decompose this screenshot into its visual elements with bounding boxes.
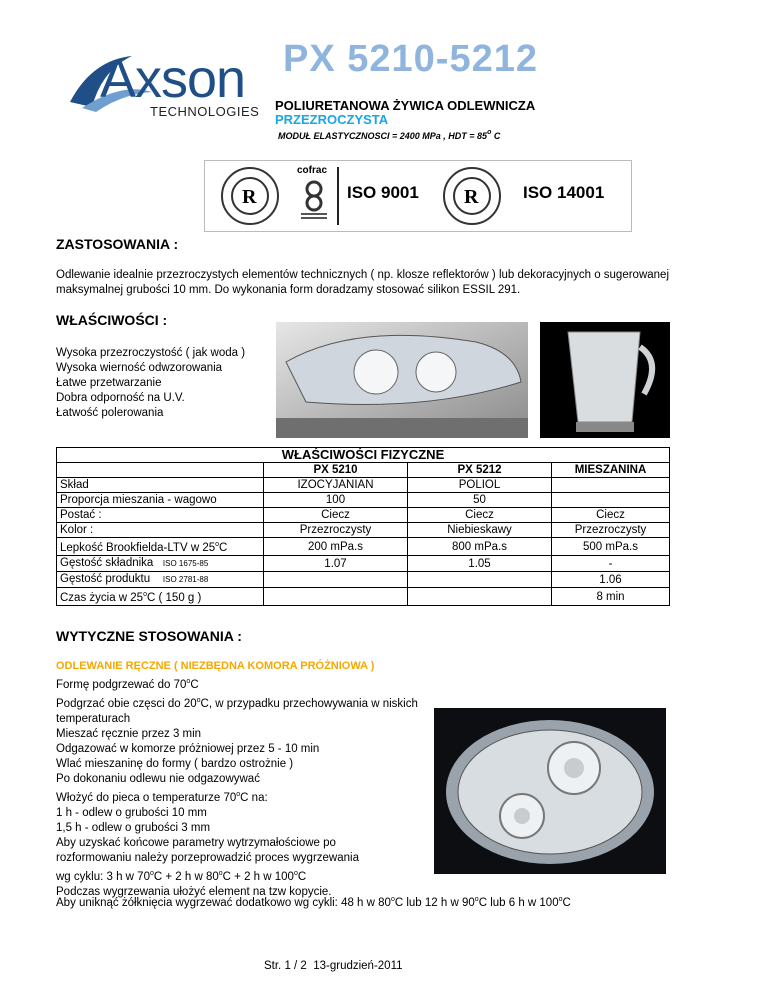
column-header: PX 5210: [264, 463, 408, 478]
note-text: Aby uniknąć żółknięcia wygrzewać dodatkowo wg cykli: 48 h w 80: [56, 897, 391, 909]
cell: Ciecz: [408, 508, 552, 523]
cell: Przezroczysty: [264, 523, 408, 538]
cell: [408, 588, 552, 606]
iso-norm: ISO 2781-88: [162, 575, 209, 584]
note-text: C: [562, 897, 571, 909]
table-row: [57, 588, 670, 606]
logo-word: Axson: [100, 49, 246, 109]
cell: 1.06: [552, 572, 670, 588]
step-line: [56, 693, 446, 727]
physical-title: WŁAŚCIWOŚCI FIZYCZNE: [57, 448, 670, 463]
step-line: Podczas wygrzewania ułożyć element na tzw kopycie.: [56, 886, 332, 898]
svg-text:R: R: [464, 186, 479, 208]
step-text: C + 2 h w 80: [153, 871, 219, 883]
physical-properties-table: [56, 447, 670, 606]
step-text: Formę podgrzewać do 70: [56, 679, 187, 691]
deg-sup: o: [487, 129, 492, 136]
properties-list: [56, 346, 245, 421]
property-item: Wysoka wierność odwzorowania: [56, 362, 223, 374]
cell: POLIOL: [408, 478, 552, 493]
step-text: wg cyklu: 3 h w 70: [56, 871, 150, 883]
logo-tagline: TECHNOLOGIES: [150, 104, 260, 119]
step-line: Wlać mieszaninę do formy ( bardzo ostrożnie ): [56, 758, 294, 770]
row-label: Postać :: [57, 508, 264, 523]
cell: [264, 572, 408, 588]
cell: Niebieskawy: [408, 523, 552, 538]
deg-sup: o: [236, 791, 241, 798]
cofrac-label: cofrac: [297, 165, 328, 176]
table-row: [57, 508, 670, 523]
table-row: [57, 572, 670, 588]
page-number: Str. 1 / 2: [264, 960, 307, 972]
properties-title: WŁAŚCIWOŚCI :: [56, 312, 168, 328]
table-row: [57, 538, 670, 556]
applications-title: ZASTOSOWANIA :: [56, 236, 179, 252]
table-header-row: [57, 463, 670, 478]
property-item: Łatwość polerowania: [56, 407, 164, 419]
iso-9001-label: ISO 9001: [347, 183, 419, 202]
row-label: Skład: [57, 478, 264, 493]
deg-sup: o: [558, 896, 563, 903]
deg-sup: o: [293, 870, 298, 877]
step-text: Podgrzać obie częsci do 20: [56, 698, 197, 710]
label-text: Lepkość Brookfielda-LTV w 25: [60, 542, 216, 554]
row-label: Proporcja mieszania - wagowo: [57, 493, 264, 508]
quality-seal-icon: [437, 165, 507, 227]
modulus-unit: C: [491, 131, 501, 141]
step-line: Po dokonaniu odlewu nie odgazowywać: [56, 773, 260, 785]
iso-14001-label: ISO 14001: [523, 183, 605, 202]
product-subtitle: PRZEZROCZYSTA: [275, 112, 389, 127]
cell: IZOCYJANIAN: [264, 478, 408, 493]
cofrac-icon: [297, 179, 331, 223]
cell: Ciecz: [552, 508, 670, 523]
cell: 8 min: [552, 588, 670, 606]
step-line: [56, 674, 446, 693]
guidelines-steps: [56, 674, 446, 900]
deg-sup: o: [215, 541, 220, 548]
step-text: C + 2 h w 100: [222, 871, 294, 883]
modulus-text: MODUŁ ELASTYCZNOSCI = 2400 MPa , HDT = 85: [278, 131, 488, 141]
quality-seal-icon: [215, 165, 285, 227]
cell: -: [552, 556, 670, 572]
step-text: C: [297, 871, 307, 883]
property-item: Łatwe przetwarzanie: [56, 377, 162, 389]
cell: 1.07: [264, 556, 408, 572]
label-suffix: C: [219, 542, 228, 554]
certifications-box: [204, 160, 632, 232]
page-footer: [264, 960, 403, 972]
axson-logo: [62, 50, 262, 122]
step-line: 1,5 h - odlew o grubości 3 mm: [56, 822, 211, 834]
step-line: [56, 787, 446, 806]
step-line: 1 h - odlew o grubości 10 mm: [56, 807, 207, 819]
cell: 1.05: [408, 556, 552, 572]
label-suffix: C ( 150 g ): [147, 592, 202, 604]
property-item: Wysoka przezroczystość ( jak woda ): [56, 347, 246, 359]
deg-sup: o: [218, 870, 223, 877]
step-line: [56, 866, 446, 885]
product-title: POLIURETANOWA ŻYWICA ODLEWNICZA: [275, 98, 536, 113]
row-label: [57, 588, 264, 606]
cell: Przezroczysty: [552, 523, 670, 538]
row-label: [57, 538, 264, 556]
label-text: Czas życia w 25: [60, 592, 144, 604]
headlight-closeup-photo: [434, 708, 666, 874]
blender-jar-photo: [540, 322, 670, 438]
deg-sup: o: [390, 896, 395, 903]
cell: [264, 588, 408, 606]
product-code: PX 5210-5212: [283, 38, 538, 80]
label-text: Gęstość składnika: [60, 557, 154, 569]
step-text: C: [190, 679, 199, 691]
property-item: Dobra odporność na U.V.: [56, 392, 185, 404]
deg-sup: o: [186, 678, 191, 685]
note-text: C lub 6 h w 100: [478, 897, 559, 909]
headlight-photo: [276, 322, 528, 438]
yellowing-note: [56, 892, 571, 911]
modulus-line: [278, 129, 500, 141]
table-row: [57, 493, 670, 508]
svg-text:R: R: [242, 186, 257, 208]
cell: 500 mPa.s: [552, 538, 670, 556]
step-text: C, w przypadku przechowywania w niskich temperaturach: [56, 698, 418, 725]
table-row: [57, 478, 670, 493]
step-line: rozformowaniu należy porzeprowadzić proces wygrzewania: [56, 852, 359, 864]
step-text: C na:: [240, 792, 268, 804]
cert-divider: [337, 167, 339, 225]
step-line: Mieszać ręcznie przez 3 min: [56, 728, 202, 740]
deg-sup: o: [149, 870, 154, 877]
column-header: PX 5212: [408, 463, 552, 478]
cell: 800 mPa.s: [408, 538, 552, 556]
note-text: C lub 12 h w 90: [394, 897, 475, 909]
iso-norm: ISO 1675-85: [162, 559, 209, 568]
table-row: [57, 523, 670, 538]
footer-date: 13-grudzień-2011: [313, 960, 403, 972]
step-text: Włożyć do pieca o temperaturze 70: [56, 792, 237, 804]
cell: 50: [408, 493, 552, 508]
column-header: MIESZANINA: [552, 463, 670, 478]
cell: 100: [264, 493, 408, 508]
step-line: Aby uzyskać końcowe parametry wytrzymałościowe po: [56, 837, 336, 849]
row-label: [57, 556, 264, 572]
step-line: Odgazować w komorze próżniowej przez 5 - 10 min: [56, 743, 320, 755]
label-text: Gęstość produktu: [60, 573, 151, 585]
guidelines-title: WYTYCZNE STOSOWANIA :: [56, 628, 242, 644]
deg-sup: o: [143, 591, 147, 598]
cell: [408, 572, 552, 588]
cell: Ciecz: [264, 508, 408, 523]
row-label: [57, 572, 264, 588]
cell: [552, 493, 670, 508]
guidelines-subtitle: ODLEWANIE RĘCZNE ( NIEZBĘDNA KOMORA PRÓŻNIOWA ): [56, 660, 375, 672]
deg-sup: o: [196, 697, 201, 704]
table-row: [57, 556, 670, 572]
row-label: Kolor :: [57, 523, 264, 538]
cell: [552, 478, 670, 493]
table-title-row: [57, 448, 670, 463]
applications-text: Odlewanie idealnie przezroczystych elementów technicznych ( np. klosze reflektorów ) lub dekoracyjnych o sugerowanej maksymalnej grubości 10 mm. Do wykonania form doradzamy stosować silikon ESSIL 291.: [56, 269, 669, 296]
deg-sup: o: [474, 896, 479, 903]
cell: 200 mPa.s: [264, 538, 408, 556]
